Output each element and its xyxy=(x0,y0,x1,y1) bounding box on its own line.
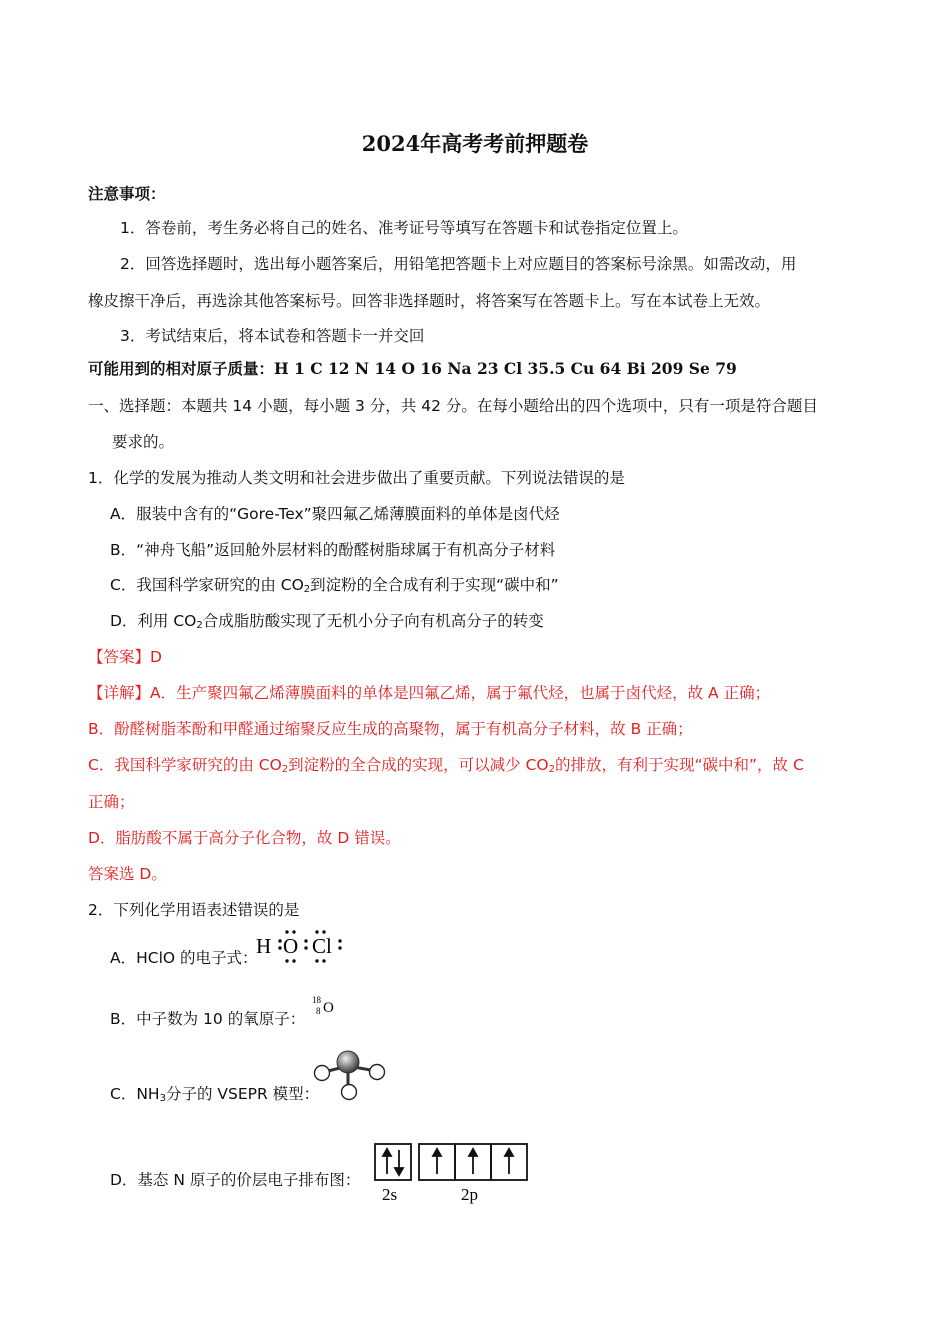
q1-option-c-post: 到淀粉的全合成有利于实现“碳中和” xyxy=(310,576,559,594)
formula-o: O xyxy=(283,934,299,958)
q2-option-d: D．基态 N 原子的价层电子排布图： xyxy=(110,1171,361,1189)
q1-option-d-pre: D．利用 CO xyxy=(110,612,197,630)
atomic-mass-values: H 1 C 12 N 14 O 16 Na 23 Cl 35.5 Cu 64 Bi 209 Se 79 xyxy=(274,359,737,378)
notice-item-2-line-2: 橡皮擦干净后，再选涂其他答案标号。回答非选择题时，将答案写在答题卡上。写在本试卷上无效。 xyxy=(88,292,771,310)
formula-h: H xyxy=(256,934,272,958)
atomic-number: 8 xyxy=(316,1006,321,1016)
hclo-electron-dot-formula xyxy=(254,928,346,968)
q1-detail-a: 【详解】A．生产聚四氟乙烯薄膜面料的单体是四氟乙烯，属于氟代烃，也属于卤代烃，故 A 正确； xyxy=(88,684,771,702)
q1-answer: 【答案】D xyxy=(88,648,162,666)
q1-option-d xyxy=(110,611,544,631)
mass-number: 18 xyxy=(312,995,321,1005)
label-2s: 2s xyxy=(382,1185,398,1204)
atomic-mass-label: 可能用到的相对原子质量： xyxy=(88,360,275,378)
oxygen-18-nuclide-symbol xyxy=(310,993,340,1019)
hydrogen-atom-right xyxy=(370,1065,385,1080)
hydrogen-atom-left xyxy=(315,1066,330,1081)
element-symbol: O xyxy=(323,1000,334,1016)
section-1-line-1: 一、选择题：本题共 14 小题，每小题 3 分，共 42 分。在每小题给出的四个选项中，只有一项是符合题目 xyxy=(88,397,818,415)
page-title: 2024年高考考前押题卷 xyxy=(361,131,589,156)
q1-detail-c-sub-1: 2 xyxy=(281,764,289,775)
orbital-box-2s xyxy=(375,1144,411,1180)
label-2p: 2p xyxy=(461,1185,478,1204)
q2-option-c-sub: 3 xyxy=(159,1093,166,1104)
q2-option-b: B．中子数为 10 的氧原子： xyxy=(110,1010,306,1028)
nh3-vsepr-model-figure xyxy=(310,1048,390,1104)
q1-stem: 1．化学的发展为推动人类文明和社会进步做出了重要贡献。下列说法错误的是 xyxy=(88,469,625,487)
section-1-line-2: 要求的。 xyxy=(112,433,175,451)
q1-option-c-pre: C．我国科学家研究的由 CO xyxy=(110,576,304,594)
q1-detail-c xyxy=(88,755,804,775)
q2-option-c-pre: C．NH xyxy=(110,1085,160,1103)
notice-item-2-line-1: 2．回答选择题时，选出每小题答案后，用铅笔把答题卡上对应题目的答案标号涂黑。如需改动，用 xyxy=(120,255,797,273)
q1-detail-c-part-1: C．我国科学家研究的由 CO xyxy=(88,756,282,774)
q1-detail-c-part-2: 到淀粉的全合成的实现，可以减少 CO xyxy=(288,756,549,774)
q1-option-b: B．“神舟飞船”返回舱外层材料的酚醛树脂球属于有机高分子材料 xyxy=(110,541,556,559)
q1-detail-c-sub-2: 2 xyxy=(548,764,555,775)
q1-option-c xyxy=(110,575,559,595)
hydrogen-atom-bottom xyxy=(342,1085,357,1100)
notice-item-3: 3．考试结束后，将本试卷和答题卡一并交回 xyxy=(120,327,425,345)
q2-option-a: A．HClO 的电子式： xyxy=(110,949,258,967)
q1-detail-d: D．脂肪酸不属于高分子化合物，故 D 错误。 xyxy=(88,829,401,847)
q1-option-d-post: 合成脂肪酸实现了无机小分子向有机高分子的转变 xyxy=(202,612,544,630)
notice-heading: 注意事项： xyxy=(88,185,166,203)
q1-option-c-sub: 2 xyxy=(303,584,311,595)
q1-detail-b: B．酚醛树脂苯酚和甲醛通过缩聚反应生成的高聚物，属于有机高分子材料，故 B 正确； xyxy=(88,720,693,738)
q1-detail-c-continued: 正确； xyxy=(88,793,135,811)
notice-item-1: 1．答卷前，考生务必将自己的姓名、准考证号等填写在答题卡和试卷指定位置上。 xyxy=(120,219,688,237)
nitrogen-orbital-diagram xyxy=(370,1140,530,1208)
q1-detail-c-part-3: 的排放，有利于实现“碳中和”，故 C xyxy=(554,756,804,774)
formula-cl: Cl xyxy=(312,934,332,958)
q2-option-c xyxy=(110,1084,319,1104)
q2-stem: 2．下列化学用语表述错误的是 xyxy=(88,901,300,919)
q1-option-a: A．服装中含有的“Gore-Tex”聚四氟乙烯薄膜面料的单体是卤代烃 xyxy=(110,505,560,523)
q2-option-c-post: 分子的 VSEPR 模型： xyxy=(165,1085,320,1103)
q1-option-d-sub: 2 xyxy=(196,620,203,631)
atomic-mass-line xyxy=(88,359,737,379)
q1-conclusion: 答案选 D。 xyxy=(88,865,167,883)
nitrogen-atom xyxy=(337,1051,359,1073)
